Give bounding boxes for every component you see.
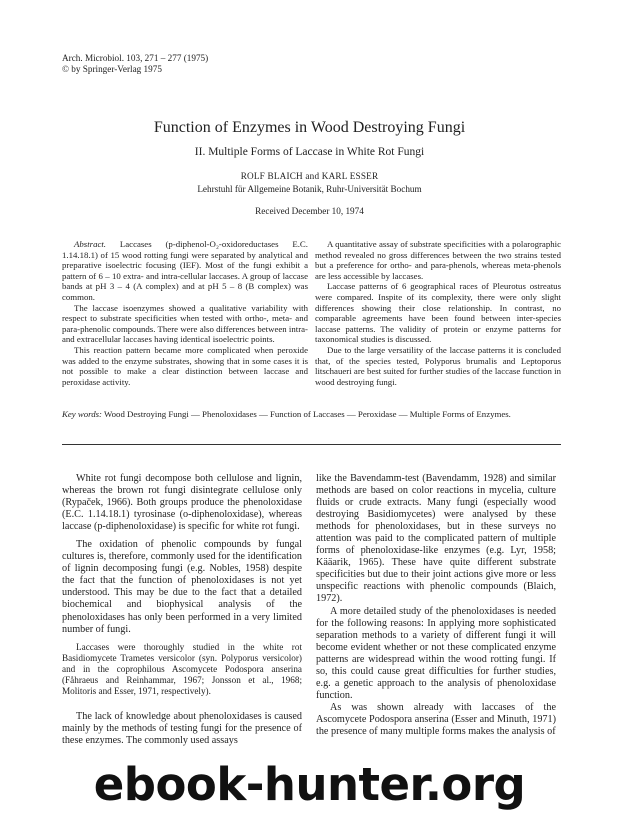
body-paragraph: White rot fungi decompose both cellulose and lignin, whereas the brown rot fungi disintegrate cellulose only (Rypaček, 1966). Both groups produce the phenoloxidase (E.C. 1.14.18.1) tyrosinase (o-diphenoloxidase), whereas laccase (p-diphenoloxidase) is specific for white rot fungi. — [62, 473, 302, 533]
body-paragraph: The oxidation of phenolic compounds by fungal cultures is, therefore, commonly used for the identification of lignin decomposing fungi (e.g. Nobles, 1958) despite the fact that the function of phenoloxidases is not yet understood. This may be due to the fact that a detailed biochemical and biophysical analysis of the phenoloxidases has only been performed in a very limited number of fungi. — [62, 539, 302, 635]
copyright-line: © by Springer-Verlag 1975 — [62, 64, 162, 74]
abstract-paragraph: Due to the large versatility of the laccase patterns it is concluded that, of the species tested, Polyporus brumalis and Leptoporus litschaueri are best suited for further studies of the laccase function in wood destroying fungi. — [315, 344, 561, 387]
author-list: ROLF BLAICH and KARL ESSER — [240, 171, 379, 181]
body-paragraph: As was shown already with laccases of the Ascomycete Podospora anserina (Esser and Minuth, 1971) the presence of many multiple forms makes the analysis of — [316, 701, 556, 737]
received-date: Received December 10, 1974 — [255, 206, 364, 216]
abstract-left-column — [62, 239, 308, 387]
body-paragraph: The lack of knowledge about phenoloxidases is caused mainly by the methods of testing fungi for the presence of these enzymes. The commonly used assays — [62, 710, 302, 746]
abstract-label: Abstract. — [74, 239, 107, 249]
abstract-paragraph: A quantitative assay of substrate specificities with a polarographic method revealed no gross differences between the two strains tested but a preference for ortho- and para-phenols, whereas meta-phenols are less accessible by laccases. — [315, 239, 561, 281]
keywords — [62, 409, 562, 420]
keywords-label: Key words: — [62, 409, 102, 419]
body-left-column — [62, 473, 302, 747]
abstract-paragraph: This reaction pattern became more complicated when peroxide was added to the enzyme substrates, showing that in some cases it is not possible to make a clear distinction between laccase and peroxidase activity. — [62, 344, 308, 387]
abstract-paragraph: The laccase isoenzymes showed a qualitative variability with respect to substrate specificities when tested with ortho-, meta- and para-phenolic compounds. There were also differences between intra- and extracellular laccases having identical isoelectric points. — [62, 302, 308, 345]
keywords-text: Wood Destroying Fungi — Phenoloxidases — Function of Laccases — Peroxidase — Multiple Forms of Enzymes. — [104, 409, 511, 419]
journal-line: Arch. Microbiol. 103, 271 – 277 (1975) — [62, 53, 209, 63]
body-right-column — [316, 473, 556, 738]
body-paragraph: like the Bavendamm-test (Bavendamm, 1928) and similar methods are based on color reactions in mycelia, culture fluids or crude extracts. Many fungi (especially wood destroying Basidiomycetes) were analysed by these methods for phenoloxidases, but in these surveys no attention was paid to the complicated pattern of multiple forms of phenoloxidase-like enzymes (e.g. Lyr, 1958; Kääarik, 1965). These have quite different substrate specificities but due to their joint actions give more or less unspecific reactions with phenolic compounds (Blaich, 1972). — [316, 473, 556, 605]
affiliation: Lehrstuhl für Allgemeine Botanik, Ruhr-Universität Bochum — [197, 184, 422, 194]
body-paragraph: A more detailed study of the phenoloxidases is needed for the following reasons: In applying more sophisticated separation methods to a variety of different fungi it will become evident whether or not these complicated enzyme patterns are widespread within the wood rotting fungi. If so, this could cause great difficulties for further studies, e.g. a genetic approach to the analysis of phenoloxidase function. — [316, 605, 556, 701]
body-paragraph: Laccases were thoroughly studied in the white rot Basidiomycete Trametes versicolor (syn. Polyporus versicolor) and in the coprophilous Ascomycete Podospora anserina (Fåhraeus and Reinhammar, 1967; Jonsson et al., 1968; Molitoris and Esser, 1971, respectively). — [62, 641, 302, 696]
article-title: Function of Enzymes in Wood Destroying Fungi — [153, 119, 466, 136]
abstract-paragraph — [62, 239, 308, 303]
article-subtitle: II. Multiple Forms of Laccase in White Rot Fungi — [194, 146, 425, 158]
watermark-logo: ebook-hunter.org — [0, 758, 619, 818]
abstract-right-column — [315, 239, 561, 387]
section-divider — [62, 444, 561, 445]
journal-citation — [62, 53, 208, 75]
abstract-text: Laccases (p-diphenol-O₂-oxidoreductases E.C. 1.14.18.1) of 15 wood rotting fungi were separated by analytical and preparative isoelectric focusing (IEF). Most of the fungi exhibit a pattern of 6 – 10 extra- and intra-cellular laccases. A group of laccase bands at pH 3 – 4 (A complex) and at pH 5 – 8 (B complex) was common. — [62, 239, 308, 302]
abstract-paragraph: Laccase patterns of 6 geographical races of Pleurotus ostreatus were compared. Inspite of its complexity, there were only slight differences showing their close relationship. In contrast, no comparable agreements have been found between inter-species laccase patterns. The validity of protein or enzyme patterns for taxonomical studies is discussed. — [315, 281, 561, 345]
